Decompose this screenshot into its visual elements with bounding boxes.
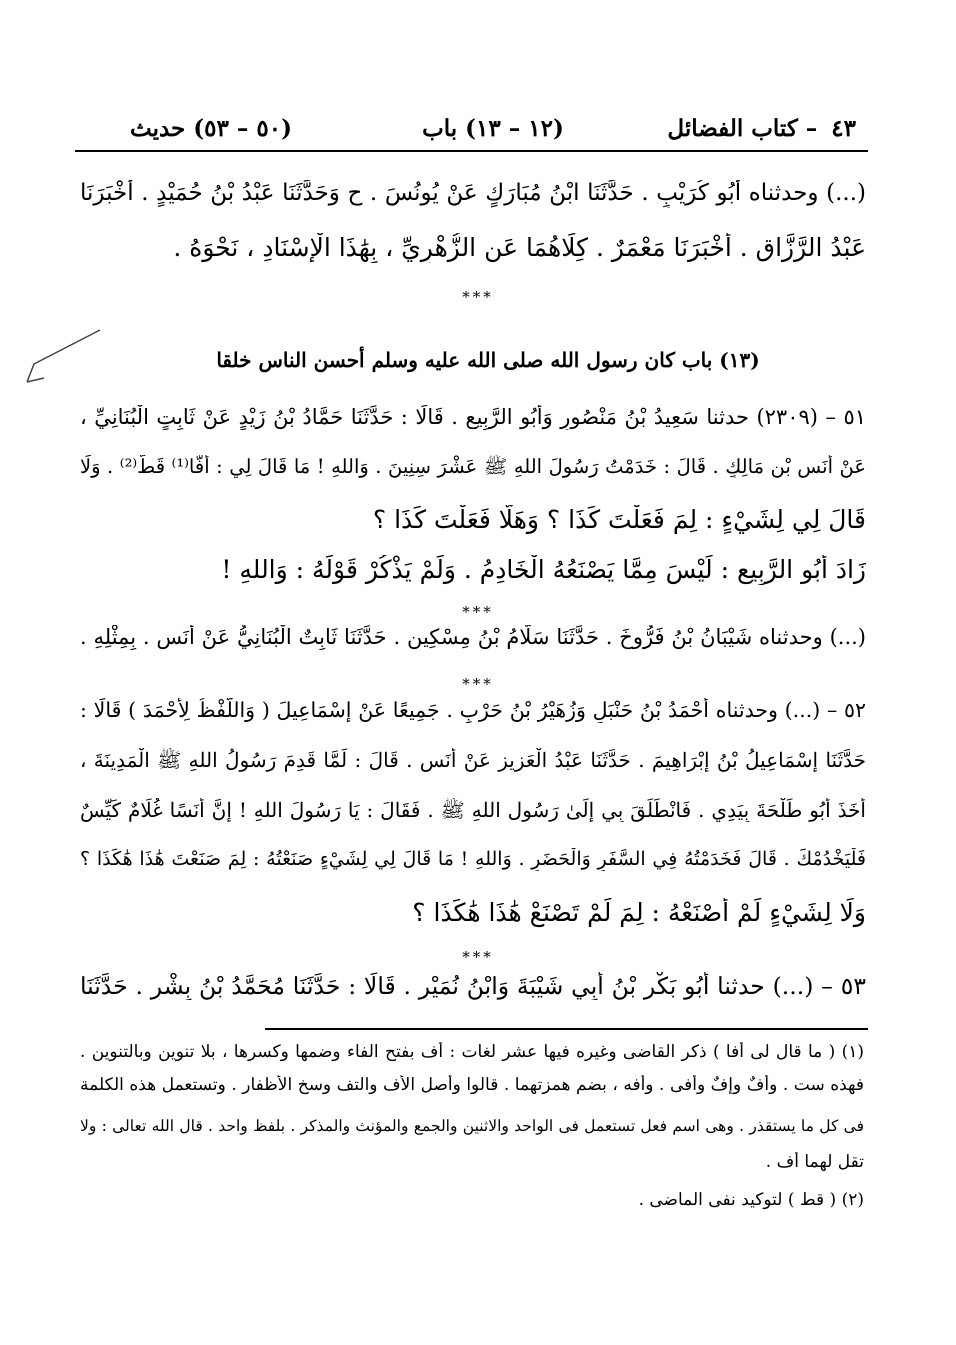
section-separator: *** [462, 675, 494, 693]
book-title: – كتاب الفضائل [667, 114, 818, 142]
footnote-line: فى كل ما يستقذر . وهى اسم فعل تستعمل فى الواحد والاثنين والجمع والمؤنث والمذكر . بلفظ واحد . قال الله تعالى : ولا [80, 1117, 864, 1135]
page-header [130, 108, 856, 148]
body-line: (...) وحدثناه شَيْبَانُ بْنُ فَرُّوخَ . حَدَّثَنَا سَلَّامُ بْنُ مِسْكِينٍ . حَدَّثَنَا ثَابِتٌ الْبُنَانِيُّ عَنْ أَنَسٍ . بِمِثْلِهِ . [80, 625, 866, 649]
header-right [667, 115, 856, 142]
section-separator: *** [462, 288, 494, 306]
footnote-line: (١) ( ما قال لى أفا ) ذكر القاضى وغيره فيها عشر لغات : أف بفتح الفاء وضمها وكسرها ، بلا تنوين وبالتنوين . [80, 1042, 864, 1062]
hadith-range: (٥٠ – ٥٣) حديث [130, 114, 293, 142]
chapter-title: (١٣) باب كان رسول الله صلى الله عليه وسلم أحسن الناس خلقا [216, 348, 760, 372]
body-line: أَخَذَ أَبُو طَلْحَةَ بِيَدِي . فَانْطَلَقَ بِي إِلَىٰ رَسُولِ اللهِ ﷺ . فَقَالَ : يَا رَسُولَ اللهِ ! إِنَّ أَنَسًا غُلَامٌ كَيِّسٌ [80, 798, 866, 822]
section-separator: *** [462, 603, 494, 621]
body-line: عَبْدُ الرَّزَّاقِ . أَخْبَرَنَا مَعْمَرٌ . كِلَاهُمَا عَنِ الزُّهْرِيِّ ، بِهَٰذَا الْإِسْنَادِ ، نَحْوَهُ . [173, 233, 866, 262]
pen-mark [22, 320, 102, 390]
body-line: وَلَا لِشَيْءٍ لَمْ أَصْنَعْهُ : لِمَ لَمْ تَصْنَعْ هَٰذَا هَٰكَذَا ؟ [412, 898, 866, 927]
body-line: قَالَ لِي لِشَيْءٍ : لِمَ فَعَلْتَ كَذَا ؟ وَهَلَّا فَعَلْتَ كَذَا ؟ [372, 505, 866, 534]
body-line: ٥١ – (٢٣٠٩) حدثنا سَعِيدُ بْنُ مَنْصُورٍ وَأَبُو الرَّبِيعِ . قَالَا : حَدَّثَنَا حَمَّادُ بْنُ زَيْدٍ عَنْ ثَابِتٍ الْبُنَانِيِّ ، [80, 405, 866, 429]
body-line: (...) وحدثناه أَبُو كُرَيْبٍ . حَدَّثَنَا ابْنُ مُبَارَكٍ عَنْ يُونُسَ . ح وَحَدَّثَنَا عَبْدُ بْنُ حُمَيْدٍ . أَخْبَرَنَا [80, 180, 866, 206]
footnote-line: (٢) ( قط ) لتوكيد نفى الماضى . [638, 1190, 864, 1210]
body-line: فَلْيَخْدُمْكَ . قَالَ فَخَدَمْتُهُ فِي السَّفَرِ وَالْحَضَرِ . وَاللهِ ! مَا قَالَ لِي لِشَيْءٍ صَنَعْتُهُ : لِمَ صَنَعْتَ هَٰذَا هَٰكَذَا ؟ [80, 848, 866, 870]
bab-range: (١٢ – ١٣) باب [422, 114, 564, 142]
body-line: ٥٢ – (...) وحدثناه أَحْمَدُ بْنُ حَنْبَلٍ وَزُهَيْرُ بْنُ حَرْبٍ . جَمِيعًا عَنْ إِسْمَاعِيلَ ( وَاللَّفْظُ لِأَحْمَدَ ) قَالَا : [80, 698, 866, 722]
body-line: زَادَ أَبُو الرَّبِيعِ : لَيْسَ مِمَّا يَصْنَعُهُ الْخَادِمُ . وَلَمْ يَذْكُرْ قَوْلَهُ : وَاللهِ ! [221, 555, 866, 584]
footnote-rule [265, 1028, 868, 1030]
footnote-line: تقل لهما أف . [765, 1152, 864, 1172]
body-line: حَدَّثَنَا إِسْمَاعِيلُ بْنُ إِبْرَاهِيمَ . حَدَّثَنَا عَبْدُ الْعَزِيزِ عَنْ أَنَسٍ . قَالَ : لَمَّا قَدِمَ رَسُولُ اللهِ ﷺ الْمَدِينَةَ ، [80, 748, 866, 772]
body-line: عَنْ أَنَسِ بْنِ مَالِكٍ . قَالَ : خَدَمْتُ رَسُولَ اللهِ ﷺ عَشْرَ سِنِينَ . وَاللهِ ! مَا قَالَ لِي : أُفًّا⁽¹⁾ قَطُّ⁽²⁾ . وَلَا [80, 455, 866, 478]
header-rule [75, 150, 868, 152]
footnote-line: فهذه ست . وأفٌ وإفٌ وأفى . وأفه ، بضم همزتهما . قالوا وأصل الأف والتف وسخ الأظفار . وتستعمل هذه الكلمة [80, 1075, 864, 1095]
body-line: ٥٣ – (...) حدثنا أَبُو بَكْرِ بْنُ أَبِي شَيْبَةَ وَابْنُ نُمَيْرٍ . قَالَا : حَدَّثَنَا مُحَمَّدُ بْنُ بِشْرٍ . حَدَّثَنَا [80, 972, 866, 1000]
page-number: ٤٣ [831, 114, 856, 142]
section-separator: *** [462, 948, 494, 966]
